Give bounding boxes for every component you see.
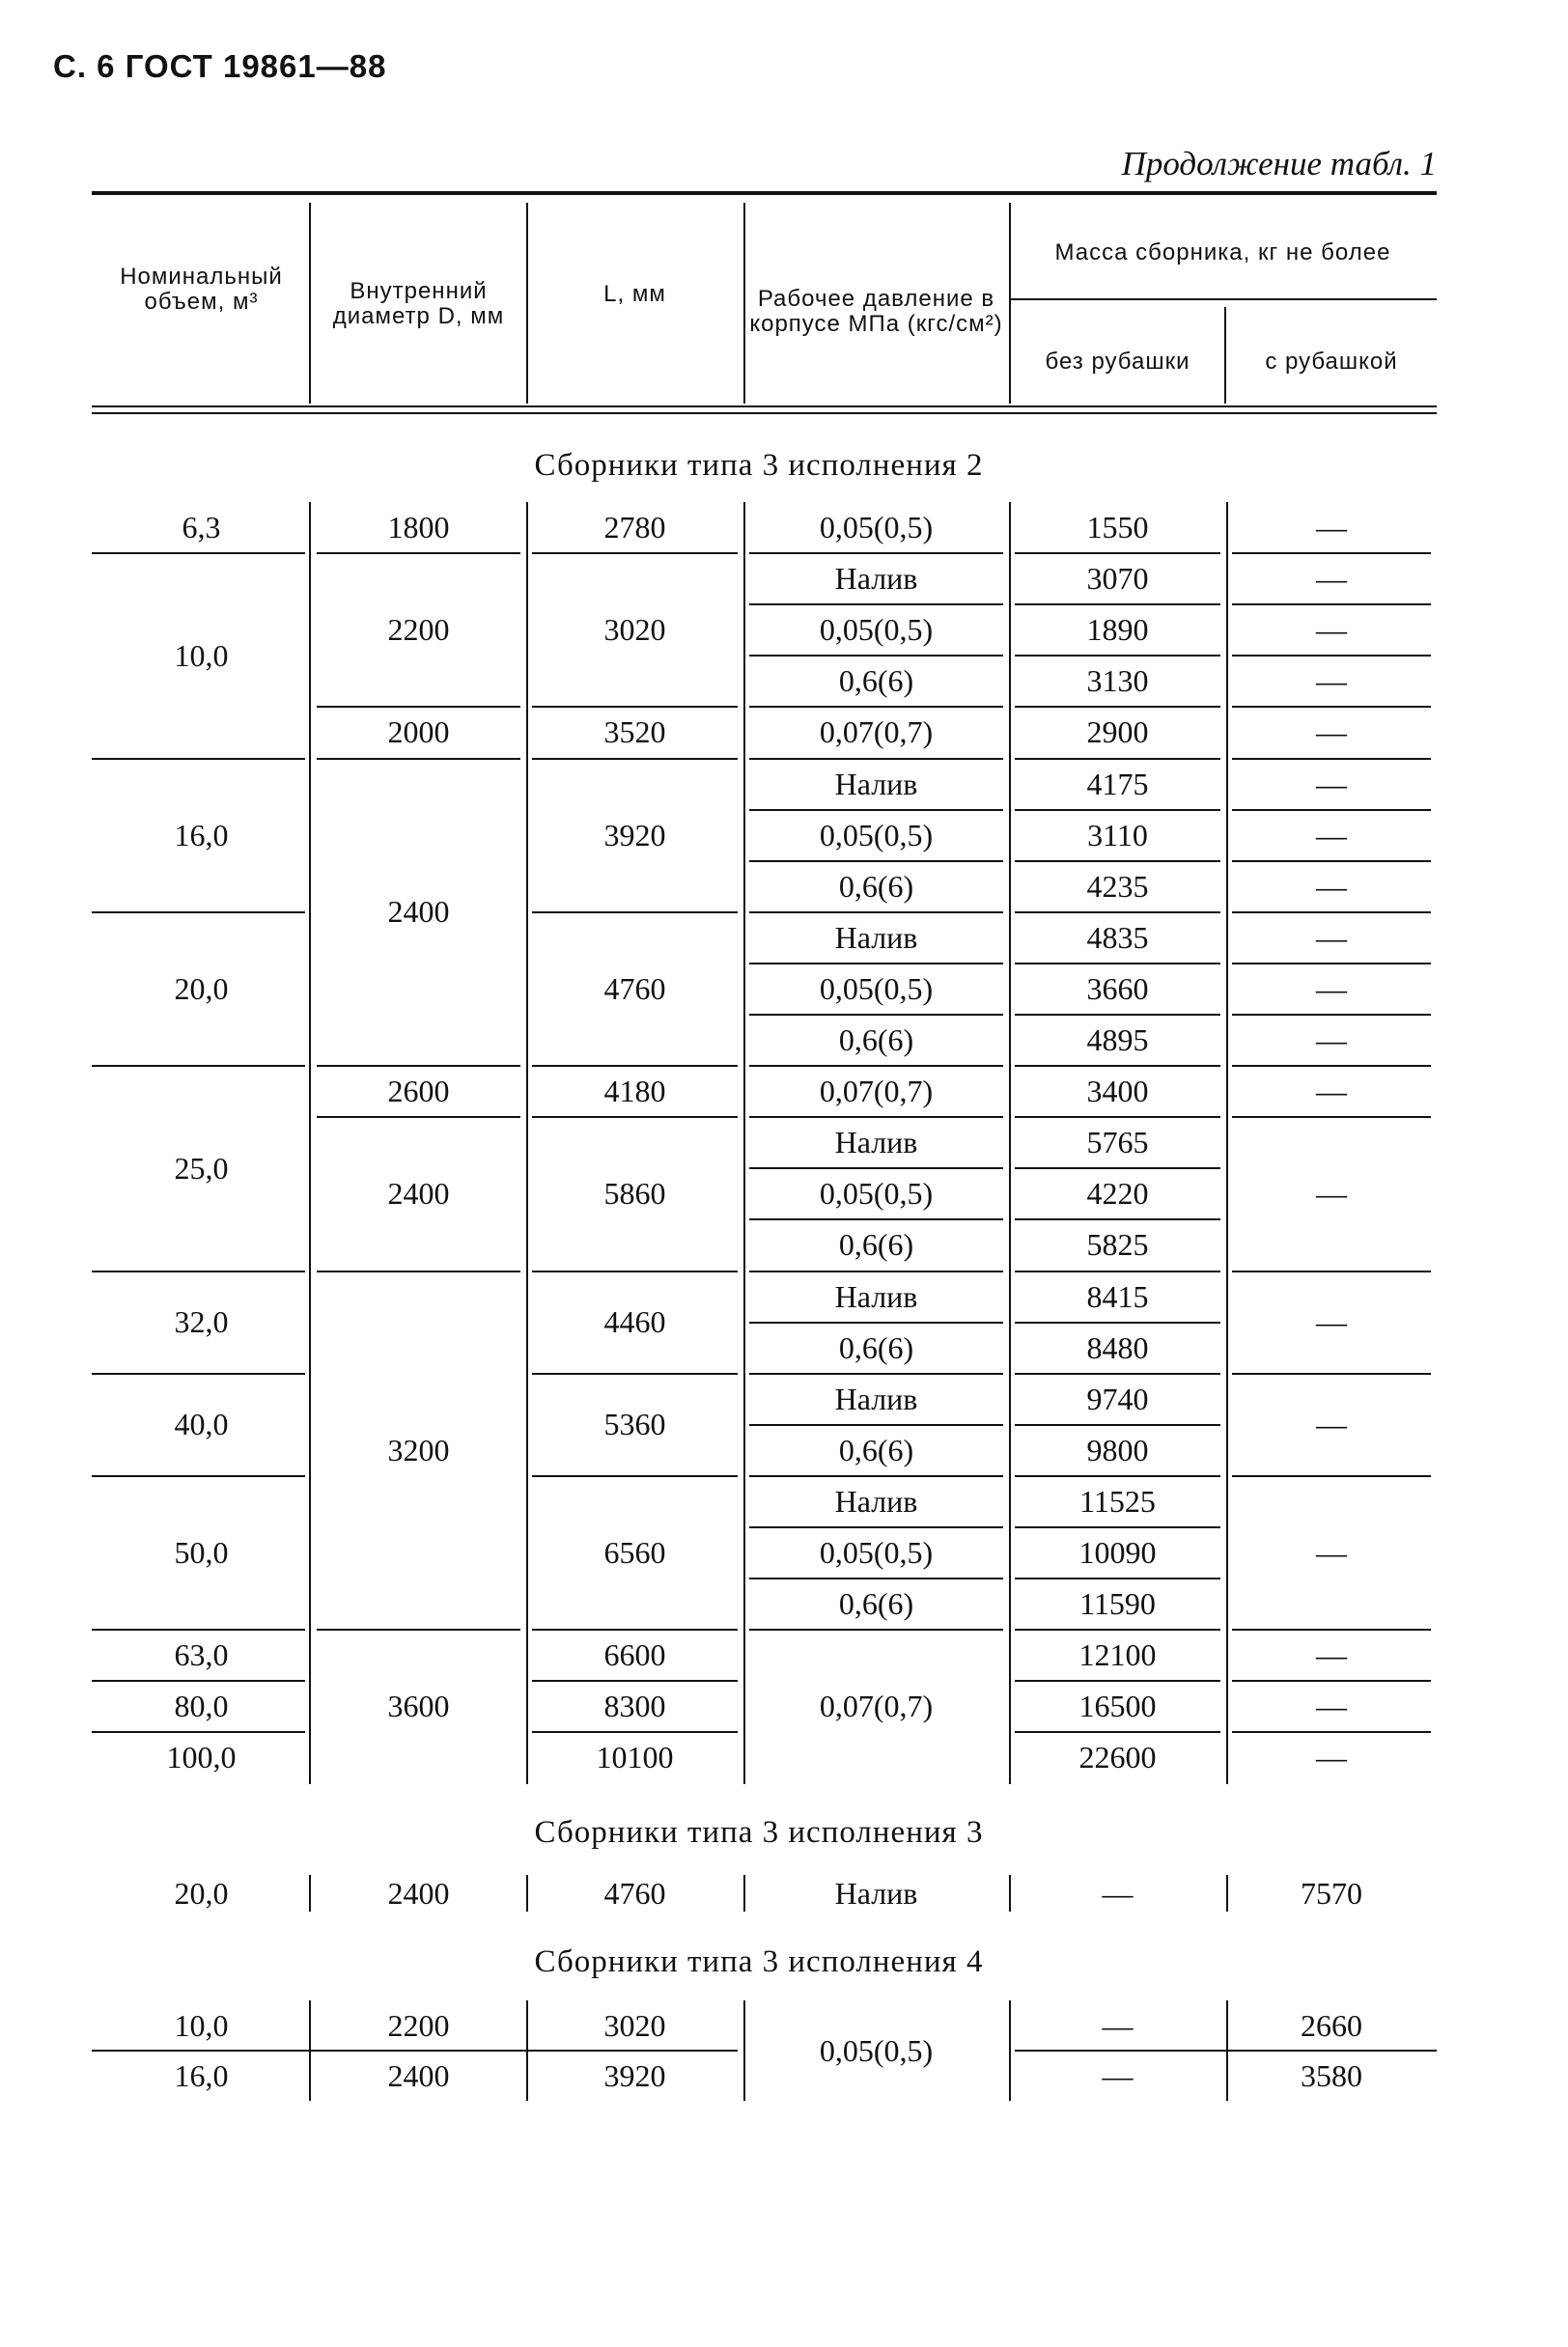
mass-without-jacket-cell: 5825 [1086,1227,1149,1263]
column-divider [309,502,311,1784]
mass-without-jacket-cell: 12100 [1078,1637,1157,1673]
pressure-cell: 0,05(0,5) [819,510,934,545]
pressure-cell: 0,05(0,5) [819,1535,934,1571]
mass-with-jacket-cell: — [1316,612,1347,648]
length-cell: 3020 [603,2007,666,2043]
pressure-cell: Налив [834,1483,918,1519]
mass-with-jacket-cell: — [1316,1740,1347,1775]
pressure-cell: 0,05(0,5) [819,1176,934,1212]
volume-cell: 50,0 [174,1535,229,1571]
mass-without-jacket-cell: 22600 [1078,1740,1157,1775]
pressure-cell: 0,6(6) [838,1022,914,1058]
section-title-text: Сборники типа 3 исполнения 3 [534,1815,984,1850]
length-cell: 3520 [603,714,666,750]
mass-without-jacket-cell: 4895 [1086,1022,1149,1058]
section-title [0,448,1568,484]
header-length: L, мм [603,281,666,307]
length-cell: 10100 [596,1740,674,1775]
pressure-cell: 0,07(0,7) [819,714,934,750]
diameter-cell: 3200 [387,1432,450,1467]
volume-cell: 6,3 [182,510,221,545]
pressure-cell: Налив [834,919,918,955]
mass-with-jacket-cell: — [1316,919,1347,955]
mass-without-jacket-cell: 4220 [1086,1176,1149,1212]
mass-without-jacket-cell: 5765 [1086,1125,1149,1160]
pressure-cell: Налив [834,1875,918,1911]
diameter-cell: 2400 [387,2057,450,2093]
pressure-cell: 0,05(0,5) [819,2032,934,2068]
mass-with-jacket-cell: 7570 [1301,1875,1362,1911]
length-cell: 4760 [603,1875,666,1911]
table-continuation-label: Продолжение табл. 1 [1121,145,1437,182]
mass-without-jacket-cell: 2900 [1086,714,1149,750]
diameter-cell: 2400 [387,894,450,930]
mass-with-jacket-cell: — [1316,1176,1347,1212]
diameter-cell: 2400 [387,1176,450,1212]
length-cell: 3920 [603,817,666,852]
length-cell: 3020 [603,612,666,648]
mass-with-jacket-cell: — [1316,1304,1347,1340]
mass-with-jacket-cell: — [1316,1637,1347,1673]
mass-without-jacket-cell: 16500 [1078,1689,1157,1724]
length-cell: 6600 [603,1637,666,1673]
length-cell: 5360 [603,1407,666,1442]
pressure-cell: Налив [834,561,918,597]
header-mass: Масса сборника, кг не более [1054,239,1391,265]
mass-header-rule [1009,298,1437,300]
header-mass-without-jacket: без рубашки [1045,349,1190,375]
header-pressure: Рабочее давление в корпусе МПа (кгс/см²) [749,285,1003,337]
volume-cell: 16,0 [174,817,229,852]
mass-without-jacket-cell: 9800 [1086,1432,1149,1467]
diameter-cell: 2000 [387,714,450,750]
mass-with-jacket-cell: — [1316,970,1347,1006]
volume-cell: 32,0 [174,1304,229,1340]
length-cell: 4180 [603,1074,666,1109]
pressure-cell: 0,07(0,7) [819,1689,934,1724]
mass-without-jacket-cell: 10090 [1078,1535,1157,1571]
mass-without-jacket-cell: — [1102,1875,1134,1911]
mass-without-jacket-cell: 3070 [1086,561,1149,597]
mass-without-jacket-cell: — [1102,2057,1134,2093]
volume-cell: 20,0 [174,970,229,1006]
volume-cell: 80,0 [174,1689,229,1724]
section-title-text: Сборники типа 3 исполнения 2 [534,448,984,483]
length-cell: 6560 [603,1535,666,1571]
pressure-cell: 0,6(6) [838,868,914,904]
mass-with-jacket-cell: — [1316,561,1347,597]
mass-without-jacket-cell: 11590 [1079,1586,1156,1622]
mass-without-jacket-cell: 4235 [1086,868,1149,904]
section-title-text: Сборники типа 3 исполнения 4 [534,1944,984,1979]
volume-cell: 16,0 [174,2057,229,2093]
mass-without-jacket-cell: 8480 [1086,1329,1149,1365]
mass-with-jacket-cell: — [1316,817,1347,852]
pressure-cell: 0,6(6) [838,663,914,699]
section-title [0,1944,1568,1980]
volume-cell: 10,0 [174,2007,229,2043]
header-bottom-rule [92,405,1437,407]
pressure-cell: 0,6(6) [838,1432,914,1467]
header-mass-with-jacket: с рубашкой [1265,349,1398,375]
mass-without-jacket-cell: 9740 [1086,1381,1149,1416]
length-cell: 5860 [603,1176,666,1212]
header-volume: Номинальный объем, м³ [120,264,283,315]
volume-cell: 10,0 [174,637,229,673]
mass-without-jacket-cell: 3130 [1086,663,1149,699]
diameter-cell: 2600 [387,1074,450,1109]
pressure-cell: 0,05(0,5) [819,817,934,852]
mass-without-jacket-cell: — [1102,2007,1134,2043]
table-top-rule [92,191,1437,195]
mass-with-jacket-cell: — [1316,1074,1347,1109]
mass-with-jacket-cell: 2660 [1301,2007,1362,2043]
mass-without-jacket-cell: 3400 [1086,1074,1149,1109]
mass-without-jacket-cell: 3660 [1086,970,1149,1006]
pressure-cell: 0,6(6) [838,1227,914,1263]
diameter-cell: 2200 [387,612,450,648]
mass-with-jacket-cell: — [1316,510,1347,545]
mass-with-jacket-cell: — [1316,714,1347,750]
mass-with-jacket-cell: — [1316,1022,1347,1058]
mass-without-jacket-cell: 4835 [1086,919,1149,955]
mass-with-jacket-cell: 3580 [1301,2057,1362,2093]
length-cell: 3920 [603,2057,666,2093]
mass-with-jacket-cell: — [1316,1689,1347,1724]
pressure-cell: Налив [834,766,918,801]
volume-cell: 20,0 [174,1875,229,1911]
pressure-cell: 0,6(6) [838,1586,914,1622]
length-cell: 4760 [603,970,666,1006]
mass-without-jacket-cell: 1890 [1086,612,1149,648]
mass-with-jacket-cell: — [1316,766,1347,801]
length-cell: 8300 [603,1689,666,1724]
mass-without-jacket-cell: 8415 [1086,1278,1149,1314]
header-diameter: Внутренний диаметр D, мм [332,278,505,329]
pressure-cell: Налив [834,1125,918,1160]
diameter-cell: 2200 [387,2007,450,2043]
table-rule [1015,2050,1437,2052]
header-bottom-rule [92,412,1437,414]
mass-with-jacket-cell: — [1316,1535,1347,1571]
volume-cell: 63,0 [174,1637,229,1673]
mass-with-jacket-cell: — [1316,663,1347,699]
mass-without-jacket-cell: 4175 [1086,766,1149,801]
mass-without-jacket-cell: 1550 [1086,510,1149,545]
section-title [0,1815,1568,1851]
mass-with-jacket-cell: — [1316,1407,1347,1442]
length-cell: 4460 [603,1304,666,1340]
table-rule [92,2050,738,2052]
volume-cell: 25,0 [174,1150,229,1186]
pressure-cell: Налив [834,1278,918,1314]
diameter-cell: 1800 [387,510,450,545]
diameter-cell: 3600 [387,1689,450,1724]
diameter-cell: 2400 [387,1875,450,1911]
pressure-cell: 0,6(6) [838,1329,914,1365]
pressure-cell: Налив [834,1381,918,1416]
pressure-cell: 0,05(0,5) [819,970,934,1006]
pressure-cell: 0,07(0,7) [819,1074,934,1109]
pressure-cell: 0,05(0,5) [819,612,934,648]
volume-cell: 100,0 [166,1740,237,1775]
page-header: С. 6 ГОСТ 19861—88 [53,48,387,84]
volume-cell: 40,0 [174,1407,229,1442]
mass-without-jacket-cell: 3110 [1087,817,1148,852]
mass-without-jacket-cell: 11525 [1079,1483,1156,1519]
mass-with-jacket-cell: — [1316,868,1347,904]
length-cell: 2780 [603,510,666,545]
